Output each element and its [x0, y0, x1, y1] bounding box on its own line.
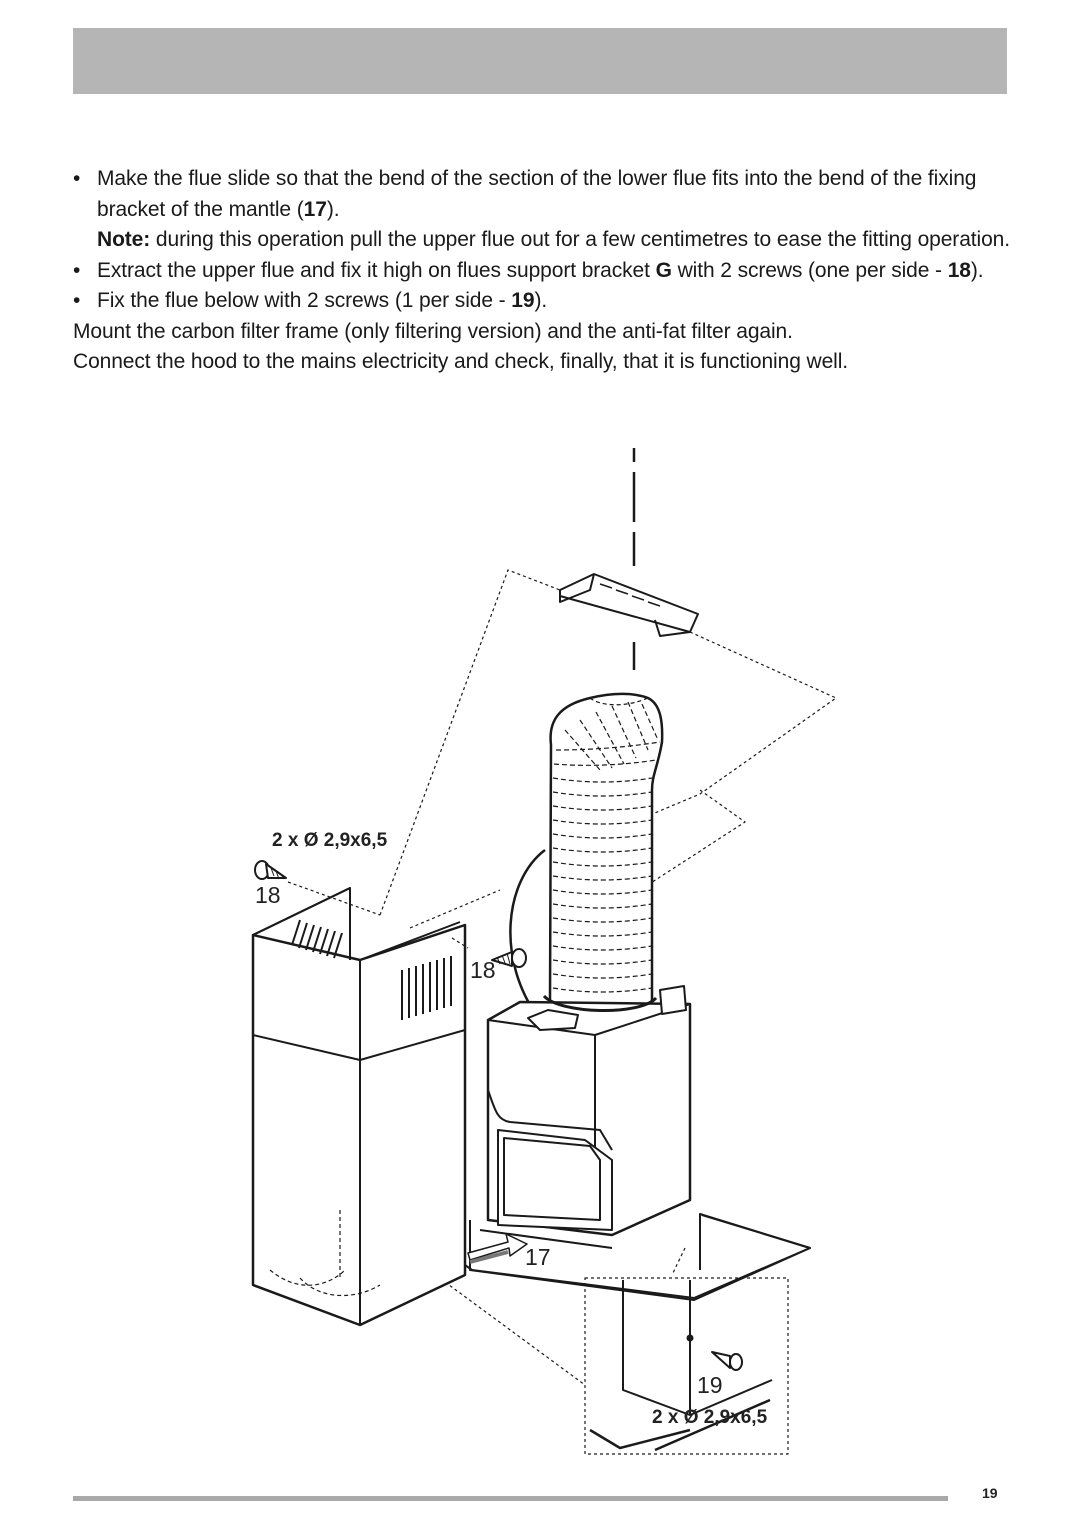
- electricity-paragraph: Connect the hood to the mains electricity and check, finally, that it is functioning well.: [73, 350, 849, 373]
- step-extract-mid: with 2 screws (one per side -: [671, 258, 948, 282]
- page-number: 19: [982, 1485, 998, 1501]
- canopy-plate: [465, 1214, 810, 1300]
- label-18-left: 18: [255, 882, 281, 908]
- chimney-cover: [253, 888, 465, 1325]
- note-paragraph: [73, 225, 1013, 256]
- instructions-text: [73, 164, 1013, 378]
- step-slide-flue-end: ).: [326, 197, 340, 221]
- flexible-duct: [550, 694, 662, 1015]
- motor-box: [488, 986, 690, 1235]
- filter-paragraph: Mount the carbon filter frame (only filtering version) and the anti-fat filter again.: [73, 319, 793, 343]
- installation-figure: [0, 430, 1080, 1470]
- guide-rod: [510, 850, 545, 1020]
- hood-assembly-drawing: [0, 430, 1080, 1470]
- note-label: Note:: [97, 228, 151, 251]
- step-slide-flue-text: Make the flue slide so that the bend of the section of the lower flue fits into the bend of the fixing bracket of the mantle (: [97, 167, 977, 221]
- arrow-17: [468, 1234, 527, 1262]
- support-bracket-g: [560, 574, 698, 636]
- ref-17: 17: [303, 197, 327, 221]
- footer-rule: [73, 1496, 948, 1501]
- ref-19: 19: [511, 289, 535, 312]
- label-18-right: 18: [470, 957, 496, 983]
- note-text: during this operation pull the upper flue out for a few centimetres to ease the fitting operation.: [150, 228, 1010, 251]
- header-band: [73, 28, 1007, 94]
- ref-18: 18: [947, 258, 971, 282]
- step-slide-flue: [73, 164, 1013, 225]
- step-fix-end: ).: [534, 289, 548, 312]
- label-17: 17: [525, 1244, 551, 1270]
- step-fix-text: Fix the flue below with 2 screws (1 per side -: [97, 289, 512, 312]
- step-fix-lower-flue: [73, 286, 1013, 317]
- step-extract-text: Extract the upper flue and fix it high on flues support bracket: [97, 258, 656, 282]
- label-19: 19: [697, 1372, 723, 1398]
- step-extract-upper-flue: [73, 256, 1013, 287]
- screw-spec-top: 2 x Ø 2,9x6,5: [272, 830, 388, 851]
- screw-spec-bottom: 2 x Ø 2,9x6,5: [652, 1407, 768, 1428]
- step-extract-end: ).: [970, 258, 984, 282]
- bracket-g-label: G: [655, 258, 672, 282]
